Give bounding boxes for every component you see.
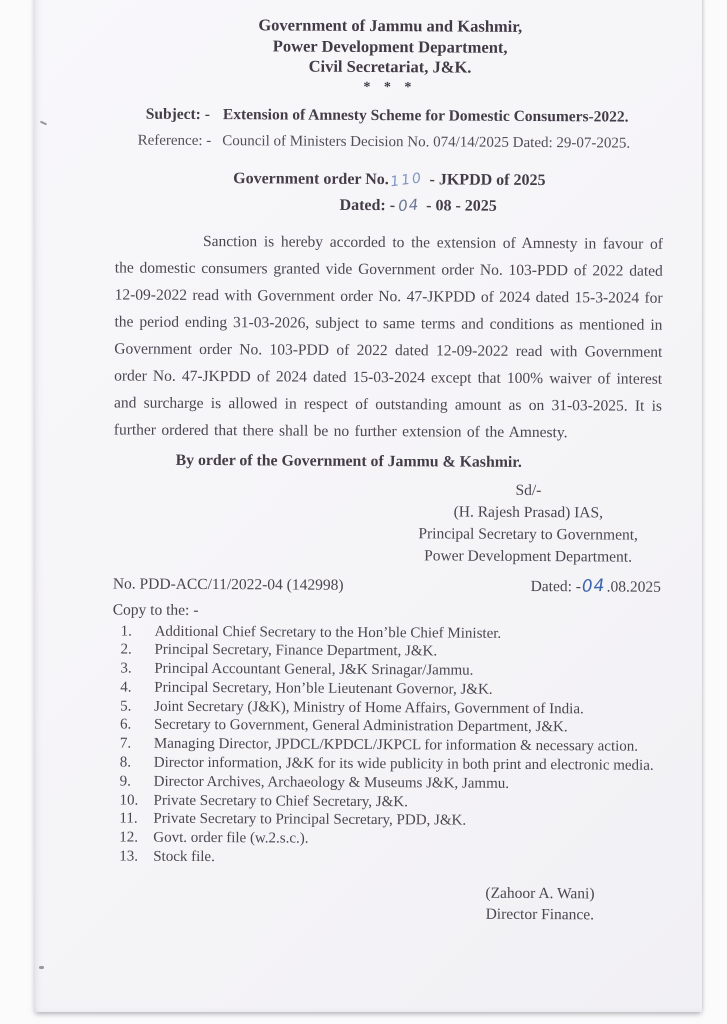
dispatch-date-prefix: Dated: - xyxy=(530,577,582,595)
dispatch-date-day-handwritten: 04 xyxy=(581,575,607,597)
list-item-text: Principal Secretary, Finance Department, J&K. xyxy=(154,641,438,660)
subject-line xyxy=(116,105,664,126)
order-number-line xyxy=(115,169,663,190)
by-order-line: By order of the Government of Jammu & Kashmir. xyxy=(175,451,522,471)
list-item-text: Private Secretary to Principal Secretary, PDD, J&K. xyxy=(153,811,467,830)
list-item-number: 6. xyxy=(119,716,132,734)
list-item-number: 12. xyxy=(119,829,139,846)
list-item-number: 9. xyxy=(119,773,131,790)
document-page xyxy=(34,0,702,1012)
list-item-number: 2. xyxy=(120,641,132,658)
order-date-prefix: Dated: - xyxy=(339,196,396,214)
list-item-text: Additional Chief Secretary to the Hon’ble Chief Minister. xyxy=(154,623,502,642)
copy-to-list xyxy=(111,622,660,870)
list-item-text: Director Archives, Archaeology & Museums J&K, Jammu. xyxy=(153,773,510,792)
reference-text: Council of Ministers Decision No. 074/14/2025 Dated: 29-07-2025. xyxy=(222,132,631,152)
list-item-number: 5. xyxy=(120,698,132,715)
list-item-text: Govt. order file (w.2.s.c.). xyxy=(153,829,309,847)
dispatch-date-suffix: .08.2025 xyxy=(606,577,661,596)
subject-label: Subject: - xyxy=(145,105,210,123)
list-item-number: 4. xyxy=(120,679,132,696)
signature-block xyxy=(383,479,674,569)
reference-number-line xyxy=(113,573,661,596)
list-item-number: 10. xyxy=(119,792,139,809)
list-item-text: Private Secretary to Chief Secretary, J&K. xyxy=(153,792,408,810)
letterhead-line2: Power Development Department, xyxy=(272,35,508,57)
reference-label: Reference: - xyxy=(137,132,212,149)
reference-line xyxy=(116,132,664,152)
signature-sd: Sd/- xyxy=(515,481,542,499)
order-number-prefix: Government order No. xyxy=(233,169,389,188)
list-item-text: Principal Accountant General, J&K Srinagar/Jammu. xyxy=(154,660,474,679)
signature-name: (H. Rajesh Prasad) IAS, xyxy=(453,503,604,521)
list-item-text: Stock file. xyxy=(153,848,215,866)
list-item-text: Managing Director, JPDCL/KPDCL/JKPCL for information & necessary action. xyxy=(153,735,639,755)
subject-text: Extension of Amnesty Scheme for Domestic Consumers-2022. xyxy=(222,105,629,126)
letterhead xyxy=(116,14,664,96)
file-number: No. PDD-ACC/11/2022-04 (142998) xyxy=(112,574,344,594)
list-item xyxy=(111,848,659,870)
list-item-number: 1. xyxy=(120,622,132,640)
list-item-number: 13. xyxy=(119,848,139,865)
copy-to-label: Copy to the: - xyxy=(112,600,199,619)
dispatch-date xyxy=(531,575,661,596)
letterhead-line1: Government of Jammu and Kashmir, xyxy=(258,15,523,36)
footer-signature-title: Director Finance. xyxy=(485,905,595,924)
list-item-text: Joint Secretary (J&K), Ministry of Home Affairs, Government of India. xyxy=(154,698,584,718)
list-item-text: Secretary to Government, General Administration Department, J&K. xyxy=(153,717,568,736)
footer-signature-block xyxy=(425,882,655,925)
order-date-suffix: - 08 - 2025 xyxy=(426,196,497,215)
order-number-suffix: - JKPDD of 2025 xyxy=(429,170,546,189)
document-content xyxy=(30,0,704,1014)
signature-title1: Principal Secretary to Government, xyxy=(418,524,638,544)
order-heading xyxy=(115,169,663,216)
letterhead-line3: Civil Secretariat, J&K. xyxy=(308,56,472,77)
list-item-text: Principal Secretary, Hon’ble Lieutenant Governor, J&K. xyxy=(154,679,493,698)
order-body-paragraph: Sanction is hereby accorded to the extension of Amnesty in favour of the domestic consumers granted vide Government order No. 103-PDD of 2022 dated 12-09-2022 read with Government order No. 47-JKPDD of 2024 dated 15-3-2024 for the period ending 31-03-2026, subject to same terms and conditions as mentioned in Government order No. 103-PDD of 2022 dated 12-09-2022 read with Government order No. 47-JKPDD of 2024 dated 15-03-2024 except that 100% waiver of interest and surcharge is allowed in respect of outstanding amount as on 31-03-2025. It is further ordered that there shall be no further extension of the Amnesty. xyxy=(113,232,664,441)
list-item-number: 8. xyxy=(119,754,132,771)
letterhead-separator: * * * xyxy=(363,79,417,95)
signature-title2: Power Development Department. xyxy=(424,546,633,566)
list-item-text: Director information, J&K for its wide publicity in both print and electronic media. xyxy=(153,754,654,774)
order-date-line xyxy=(115,194,663,216)
order-date-day-handwritten: 04 xyxy=(397,194,420,215)
list-item-number: 3. xyxy=(120,660,132,677)
footer-signature-name: (Zahoor A. Wani) xyxy=(485,884,595,903)
list-item-number: 7. xyxy=(119,735,132,752)
order-number-handwritten: 110 xyxy=(389,169,425,190)
list-item-number: 11. xyxy=(119,810,138,828)
